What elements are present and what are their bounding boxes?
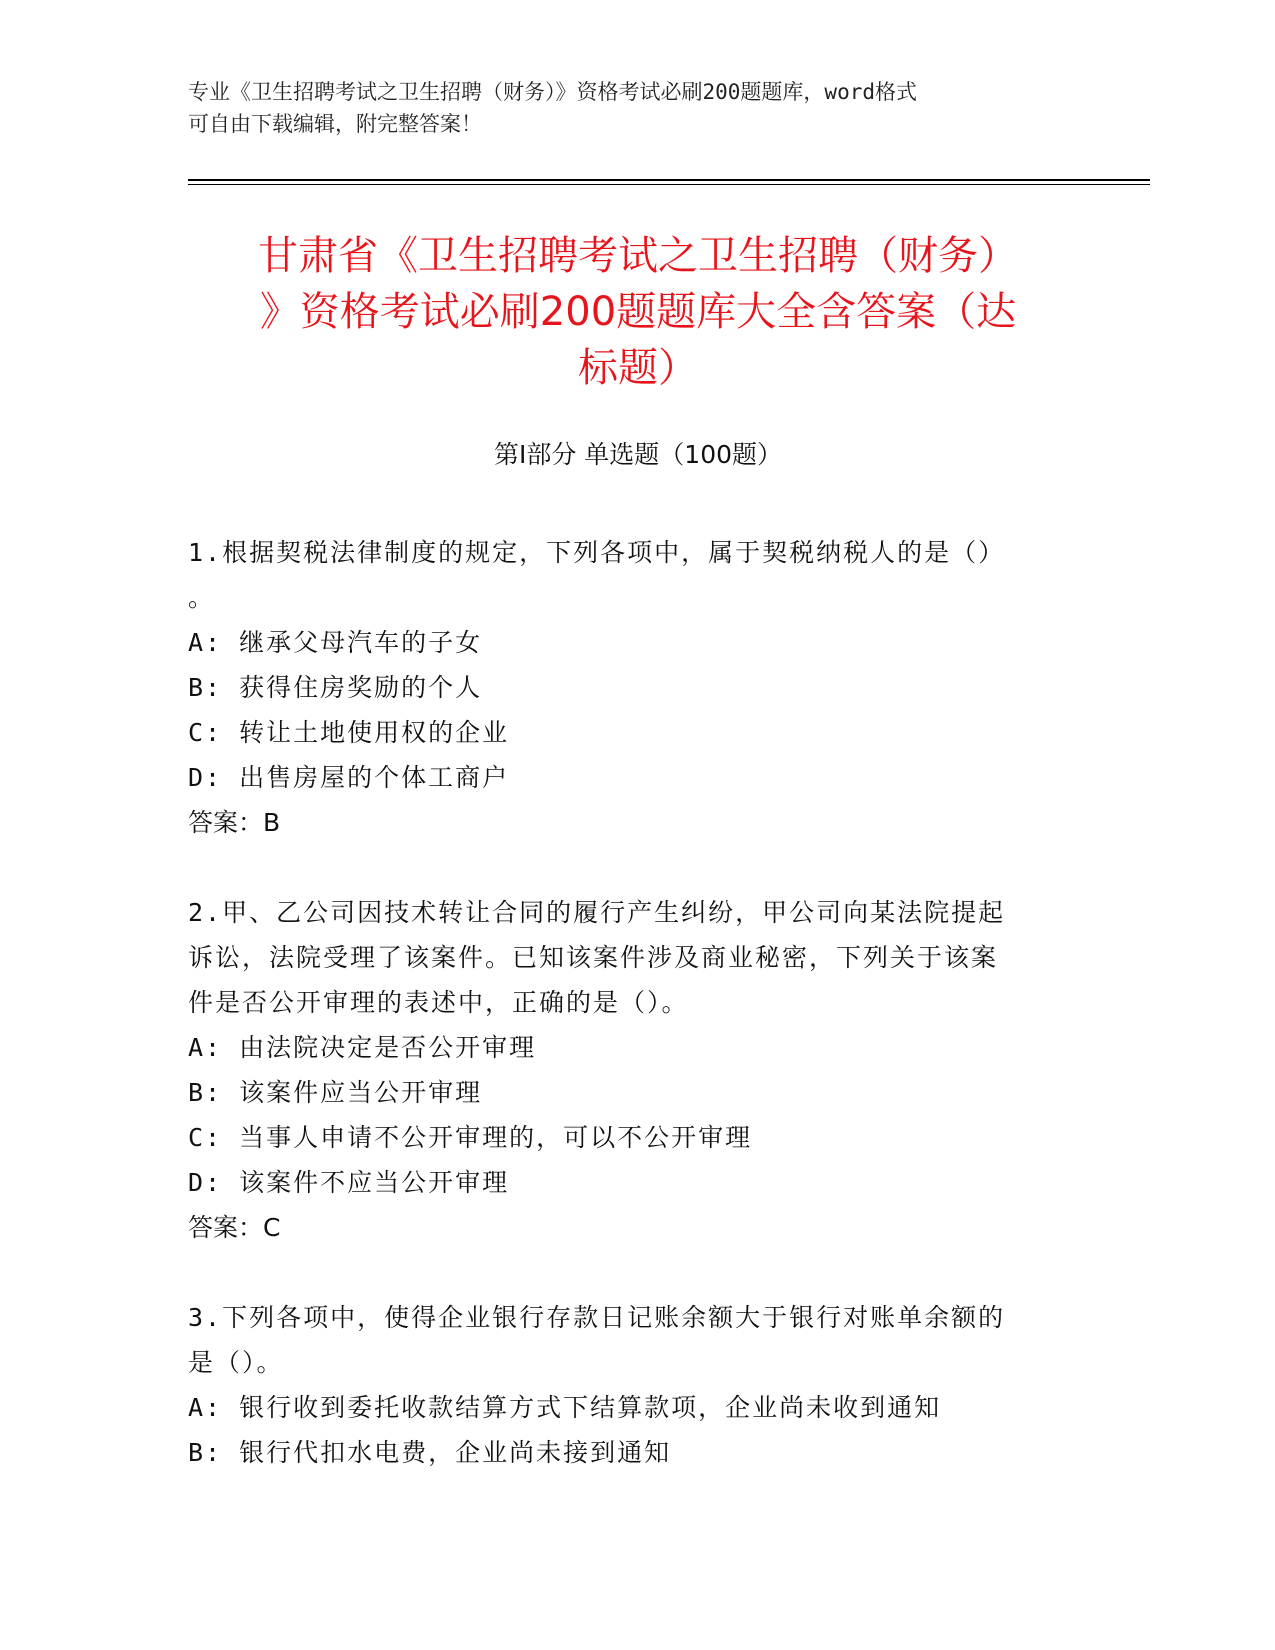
header-rule-thin: [188, 184, 1150, 185]
option-c: C: 转让土地使用权的企业: [188, 718, 510, 747]
question-stem-line: 是（）。: [188, 1348, 284, 1377]
question-stem-line: 1.根据契税法律制度的规定，下列各项中，属于契税纳税人的是（）: [188, 538, 1006, 567]
document-title-line-2: 》资格考试必刷200题题库大全含答案（达: [259, 289, 1017, 335]
question-spacer: [188, 1250, 1068, 1295]
question-list: [188, 530, 1068, 1475]
answer-line: 答案：B: [188, 808, 281, 837]
header-note-line-2: 可自由下载编辑，附完整答案！: [188, 112, 482, 136]
option-d: D: 该案件不应当公开审理: [188, 1168, 510, 1197]
option-b: B: 获得住房奖励的个人: [188, 673, 483, 702]
document-title: [188, 228, 1088, 396]
answer-line: 答案：C: [188, 1213, 281, 1242]
question-stem-line: 3.下列各项中，使得企业银行存款日记账余额大于银行对账单余额的: [188, 1303, 1006, 1332]
question-3: [188, 1295, 1068, 1475]
header-rule-thick: [188, 179, 1150, 181]
option-b: B: 银行代扣水电费，企业尚未接到通知: [188, 1438, 672, 1467]
option-a: A: 由法院决定是否公开审理: [188, 1033, 537, 1062]
header-note-line-1: 专业《卫生招聘考试之卫生招聘（财务）》资格考试必刷200题题库，word格式: [188, 80, 917, 104]
section-heading: 第Ⅰ部分 单选题（100题）: [493, 440, 783, 469]
header-note: [188, 76, 1088, 140]
option-a: A: 银行收到委托收款结算方式下结算款项，企业尚未收到通知: [188, 1393, 942, 1422]
option-d: D: 出售房屋的个体工商户: [188, 763, 510, 792]
option-a: A: 继承父母汽车的子女: [188, 628, 483, 657]
question-stem-line: 诉讼，法院受理了该案件。已知该案件涉及商业秘密，下列关于该案: [188, 943, 999, 972]
document-title-line-3: 标题）: [578, 345, 698, 391]
question-stem-line: 2.甲、乙公司因技术转让合同的履行产生纠纷，甲公司向某法院提起: [188, 898, 1006, 927]
question-spacer: [188, 845, 1068, 890]
question-2: [188, 890, 1068, 1250]
question-stem-line: 。: [188, 583, 216, 612]
option-b: B: 该案件应当公开审理: [188, 1078, 483, 1107]
question-stem-line: 件是否公开审理的表述中，正确的是（）。: [188, 988, 689, 1017]
question-1: [188, 530, 1068, 845]
option-c: C: 当事人申请不公开审理的，可以不公开审理: [188, 1123, 753, 1152]
document-title-line-1: 甘肃省《卫生招聘考试之卫生招聘（财务）: [258, 233, 1018, 279]
